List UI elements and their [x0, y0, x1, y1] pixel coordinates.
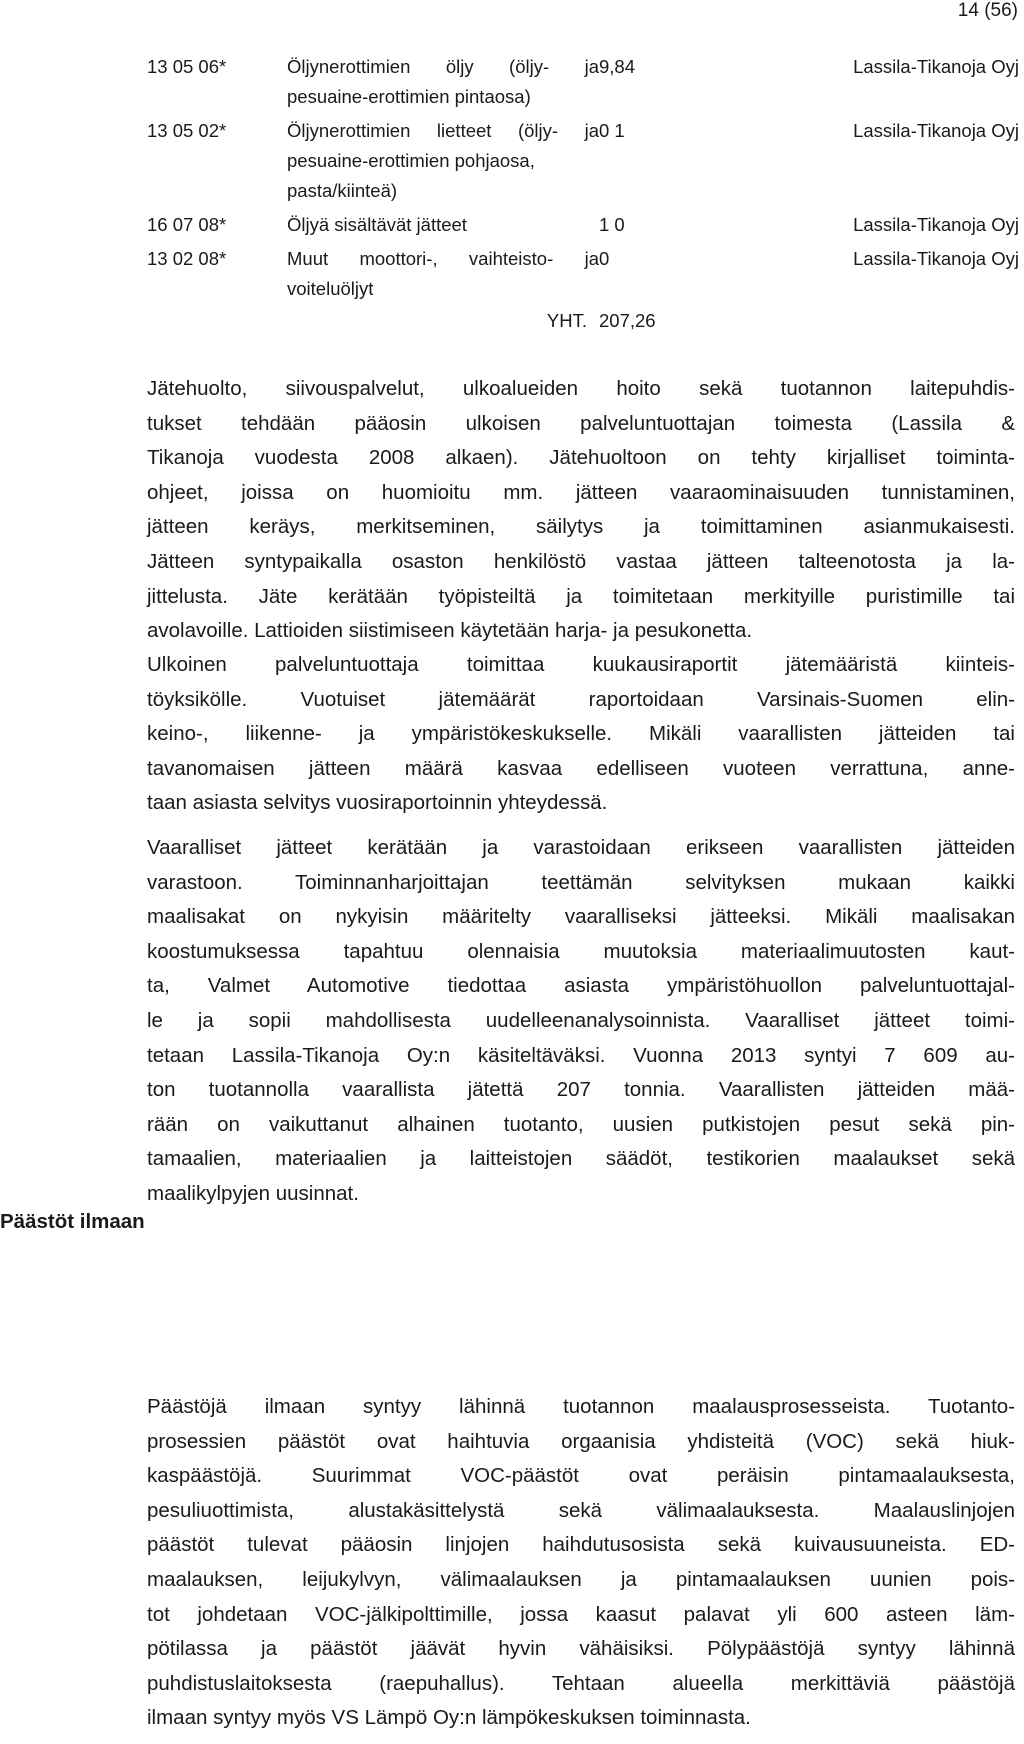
page-number: 14 (56) — [957, 0, 1018, 21]
text-line: le ja sopii mahdollisesta uudelleenanalysoinnista. Vaaralliset jätteet toimi- — [147, 1008, 1015, 1032]
waste-code: 13 05 06* — [147, 56, 227, 77]
waste-amount: 0 — [599, 248, 610, 269]
waste-type — [287, 210, 599, 240]
waste-handler: Lassila-Tikanoja Oyj — [853, 120, 1019, 141]
waste-type — [287, 52, 599, 112]
table-row — [147, 116, 1019, 206]
text-line: tavanomaisen jätteen määrä kasvaa edelliseen vuoteen verrattuna, anne- — [147, 756, 1015, 780]
waste-code: 13 05 02* — [147, 120, 227, 141]
paragraph-air-emissions — [147, 1390, 1015, 1736]
waste-type-line: Öljynerottimien lietteet (öljy- ja — [287, 120, 599, 141]
text-line: pesuliuottimista, alustakäsittelystä sekä välimaalauksesta. Maalauslinjojen — [147, 1498, 1015, 1522]
waste-amount: 1 0 — [599, 214, 625, 235]
waste-table — [147, 52, 1019, 336]
text-line: tamaalien, materiaalien ja laitteistojen säädöt, testikorien maalaukset sekä — [147, 1147, 1015, 1171]
text-line: puhdistuslaitoksesta (raepuhallus). Tehtaan alueella merkittäviä päästöjä — [147, 1671, 1015, 1695]
total-row — [147, 306, 1019, 336]
text-line: maalikylpyjen uusinnat. — [147, 1181, 359, 1205]
text-line: varastoon. Toiminnanharjoittajan teettämän selvityksen mukaan kaikki — [147, 870, 1015, 894]
text-line: rään on vaikuttanut alhainen tuotanto, uusien putkistojen pesut sekä pin- — [147, 1112, 1015, 1136]
section-heading: Päästöt ilmaan — [0, 1210, 145, 1233]
waste-type-line: Öljyä sisältävät jätteet — [287, 214, 467, 235]
text-line: tot johdetaan VOC-jälkipolttimille, jossa kaasut palavat yli 600 asteen läm- — [147, 1602, 1015, 1626]
table-row — [147, 210, 1019, 240]
text-line: Vaaralliset jätteet kerätään ja varastoidaan erikseen vaarallisten jätteiden — [147, 836, 1015, 859]
text-line: ilmaan syntyy myös VS Lämpö Oy:n lämpökeskuksen toiminnasta. — [147, 1706, 751, 1730]
text-line: keino-, liikenne- ja ympäristökeskukselle. Mikäli vaarallisten jätteiden tai — [147, 722, 1015, 746]
text-line: Päästöjä ilmaan syntyy lähinnä tuotannon maalausprosesseista. Tuotanto- — [147, 1395, 1015, 1418]
text-line: prosessien päästöt ovat haihtuvia orgaanisia yhdisteitä (VOC) sekä hiuk- — [147, 1429, 1015, 1453]
table-row — [147, 244, 1019, 304]
text-line: ton tuotannolla vaarallista jätettä 207 tonnia. Vaarallisten jätteiden mää- — [147, 1078, 1015, 1102]
waste-type-line: voiteluöljyt — [287, 278, 374, 299]
text-line: koostumuksessa tapahtuu olennaisia muutoksia materiaalimuutosten kaut- — [147, 939, 1015, 963]
paragraph-hazardous-waste — [147, 831, 1015, 1212]
text-line: ohjeet, joissa on huomioitu mm. jätteen vaaraominaisuuden tunnistaminen, — [147, 480, 1015, 504]
waste-type-line: pesuaine-erottimien pohjaosa, — [287, 150, 535, 171]
text-line: Jätteen syntypaikalla osaston henkilöstö vastaa jätteen talteenotosta ja la- — [147, 549, 1015, 573]
text-line: Ulkoinen palveluntuottaja toimittaa kuukausiraportit jätemääristä kiinteis- — [147, 653, 1015, 676]
text-line: tukset tehdään pääosin ulkoisen palveluntuottajan toimesta (Lassila & — [147, 411, 1015, 435]
waste-handler: Lassila-Tikanoja Oyj — [853, 214, 1019, 235]
text-line: ta, Valmet Automotive tiedottaa asiasta ympäristöhuollon palveluntuottajal- — [147, 974, 1015, 998]
waste-handler: Lassila-Tikanoja Oyj — [853, 56, 1019, 77]
waste-handler: Lassila-Tikanoja Oyj — [853, 248, 1019, 269]
text-line: tetaan Lassila-Tikanoja Oy:n käsiteltäväksi. Vuonna 2013 syntyi 7 609 au- — [147, 1043, 1015, 1067]
table-row — [147, 52, 1019, 112]
text-line: jittelusta. Jäte kerätään työpisteiltä ja toimitetaan merkityille puristimille tai — [147, 584, 1015, 608]
waste-type-line: pesuaine-erottimien pintaosa) — [287, 86, 531, 107]
waste-type — [287, 116, 599, 206]
text-line: päästöt tulevat pääosin linjojen haihdutusosista sekä kuivausuuneista. ED- — [147, 1533, 1015, 1557]
waste-code: 16 07 08* — [147, 214, 227, 235]
waste-code: 13 02 08* — [147, 248, 227, 269]
text-line: jätteen keräys, merkitseminen, säilytys ja toimittaminen asianmukaisesti. — [147, 515, 1015, 539]
paragraph-reporting — [147, 648, 1015, 821]
text-line: maalisakat on nykyisin määritelty vaaralliseksi jätteeksi. Mikäli maalisakan — [147, 905, 1015, 929]
text-line: Tikanoja vuodesta 2008 alkaen). Jätehuoltoon on tehty kirjalliset toiminta- — [147, 446, 1015, 470]
text-line: avolavoille. Lattioiden siistimiseen käytetään harja- ja pesukonetta. — [147, 619, 753, 643]
text-line: taan asiasta selvitys vuosiraportoinnin yhteydessä. — [147, 791, 608, 815]
waste-amount: 0 1 — [599, 120, 625, 141]
waste-amount: 9,84 — [599, 56, 636, 77]
waste-type-line: pasta/kiinteä) — [287, 180, 398, 201]
text-line: Jätehuolto, siivouspalvelut, ulkoalueiden hoito sekä tuotannon laitepuhdis- — [147, 377, 1015, 400]
paragraph-waste-management — [147, 372, 1015, 649]
waste-type — [287, 244, 599, 304]
waste-type-line: Öljynerottimien öljy (öljy- ja — [287, 56, 599, 77]
text-line: maalauksen, leijukylvyn, välimaalauksen ja pintamaalauksen uunien pois- — [147, 1567, 1015, 1591]
total-label: YHT. — [546, 310, 587, 331]
text-line: pötilassa ja päästöt jäävät hyvin vähäisiksi. Pölypäästöjä syntyy lähinnä — [147, 1637, 1015, 1661]
text-line: kaspäästöjä. Suurimmat VOC-päästöt ovat peräisin pintamaalauksesta, — [147, 1464, 1015, 1488]
total-value: 207,26 — [599, 310, 656, 331]
text-line: töyksikölle. Vuotuiset jätemäärät raportoidaan Varsinais-Suomen elin- — [147, 687, 1015, 711]
waste-type-line: Muut moottori-, vaihteisto- ja — [287, 248, 599, 269]
